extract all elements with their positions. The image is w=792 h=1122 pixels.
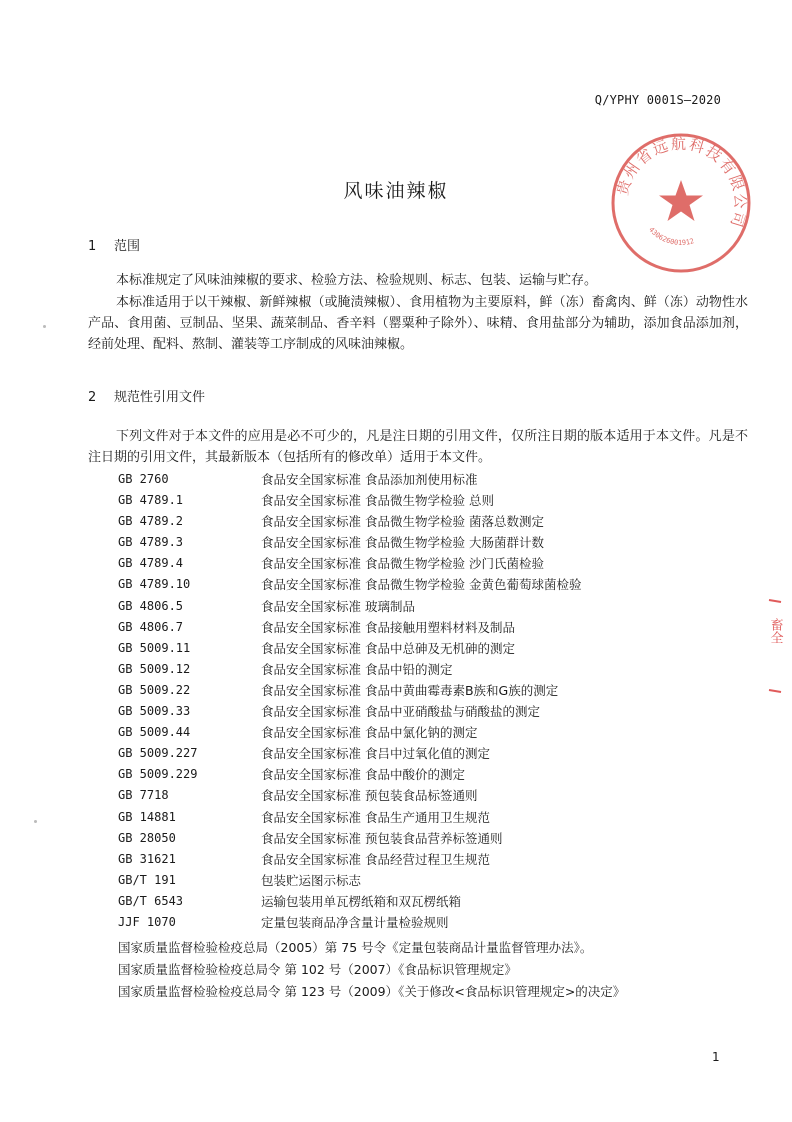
regulation-list: [118, 937, 625, 1003]
seal-serial: 430626001912: [647, 225, 696, 248]
reference-title: 食品安全国家标准 食品接触用塑料材料及制品: [261, 619, 515, 635]
seal-text: 贵州省远航科技有限公司: [613, 134, 750, 232]
reference-row: [118, 849, 758, 870]
reference-code: GB 7718: [118, 788, 169, 803]
reference-row: [118, 764, 758, 785]
reference-code: GB 14881: [118, 809, 176, 824]
reference-row: [118, 596, 758, 617]
reference-title: 食品安全国家标准 食品微生物学检验 总则: [261, 493, 494, 509]
reference-row: [118, 490, 758, 511]
reference-row: [118, 743, 758, 764]
reference-code: GB 5009.229: [118, 767, 198, 782]
company-seal: [606, 128, 756, 278]
scan-speck: [43, 325, 46, 328]
reference-code: GB 5009.33: [118, 704, 191, 719]
reference-row: [118, 680, 758, 701]
reference-row: [118, 701, 758, 722]
reference-row: [118, 553, 758, 574]
reference-row: [118, 807, 758, 828]
scope-paragraph-1: 本标准规定了风味油辣椒的要求、检验方法、检验规则、标志、包装、运输与贮存。: [116, 273, 598, 288]
reference-row: [118, 511, 758, 532]
scan-speck: [34, 820, 37, 823]
reference-code: GB 4789.4: [118, 556, 184, 571]
reference-code: GB/T 191: [118, 872, 176, 887]
reference-code: GB 5009.44: [118, 725, 191, 740]
reference-title: 食品安全国家标准 食品添加剂使用标准: [261, 472, 478, 487]
section-2-number: 2: [88, 390, 97, 405]
reference-code: GB/T 6543: [118, 893, 184, 908]
reference-code: JJF 1070: [118, 914, 176, 929]
document-code: Q/YPHY 0001S—2020: [594, 93, 721, 107]
reference-code: GB 4789.2: [118, 514, 184, 529]
reference-title: 食品安全国家标准 食品中酸价的测定: [261, 767, 465, 783]
reference-code: GB 4806.7: [118, 619, 184, 634]
reference-code: GB 5009.12: [118, 661, 191, 676]
reference-title: 食品安全国家标准 预包装食品营养标签通则: [261, 830, 503, 846]
references-intro: 下列文件对于本文件的应用是必不可少的，凡是注日期的引用文件，仅所注日期的版本适用于本文件。凡是不注日期的引用文件，其最新版本（包括所有的修改单）适用于本文件。: [88, 429, 748, 465]
reference-row: [118, 574, 758, 595]
document-title: 风味油辣椒: [343, 180, 449, 202]
reference-title: 食品安全国家标准 食品经营过程卫生规范: [261, 851, 490, 867]
side-stamp-mark: [765, 596, 785, 696]
reference-title: 食品安全国家标准 食品微生物学检验 金黄色葡萄球菌检验: [261, 577, 582, 593]
reference-title: 运输包装用单瓦楞纸箱和双瓦楞纸箱: [261, 893, 462, 909]
reference-title: 食品安全国家标准 食品生产通用卫生规范: [261, 809, 490, 825]
regulation-item: 国家质量监督检验检疫总局令 第 123 号（2009）《关于修改<食品标识管理规定>的决定》: [118, 984, 626, 999]
svg-text:430626001912: [647, 226, 695, 247]
reference-title: 食品安全国家标准 玻璃制品: [261, 598, 415, 614]
reference-code: GB 4789.3: [118, 535, 184, 550]
reference-row: [118, 617, 758, 638]
reference-code: GB 31621: [118, 851, 176, 866]
reference-title: 食品安全国家标准 食品微生物学检验 大肠菌群计数: [261, 535, 544, 551]
side-stamp-text: 畜全: [767, 618, 783, 644]
page-number: 1: [712, 1050, 720, 1064]
reference-code: GB 28050: [118, 830, 176, 845]
reference-row: [118, 469, 758, 490]
reference-row: [118, 891, 758, 912]
reference-title: 食品安全国家标准 食品中黄曲霉毒素B族和G族的测定: [261, 682, 559, 698]
reference-title: 食品安全国家标准 食品中亚硝酸盐与硝酸盐的测定: [261, 704, 540, 720]
reference-list: [118, 469, 758, 933]
section-1-number: 1: [88, 239, 97, 254]
reference-title: 食品安全国家标准 食品微生物学检验 沙门氏菌检验: [261, 556, 544, 572]
section-1-heading: [88, 235, 140, 254]
reference-title: 食品安全国家标准 食品中铅的测定: [261, 661, 453, 677]
reference-code: GB 4806.5: [118, 598, 184, 613]
scope-paragraph-2: 本标准适用于以干辣椒、新鲜辣椒（或腌渍辣椒）、食用植物为主要原料，鲜（冻）畜禽肉、鲜（冻）动物性水产品、食用菌、豆制品、坚果、蔬菜制品、香辛料（罂粟种子除外）、味精、食用盐部分为辅助，添加食品添加剂，经前处理、配料、熬制、灌装等工序制成的风味油辣椒。: [88, 295, 748, 352]
reference-row: [118, 785, 758, 806]
reference-code: GB 4789.1: [118, 493, 184, 508]
regulation-item: 国家质量监督检验检疫总局令 第 102 号（2007）《食品标识管理规定》: [118, 962, 517, 977]
reference-row: [118, 532, 758, 553]
reference-title: 食品安全国家标准 食吕中过氧化值的测定: [261, 746, 490, 762]
reference-row: [118, 912, 758, 933]
reference-code: GB 4789.10: [118, 577, 191, 592]
reference-title: 食品安全国家标准 预包装食品标签通则: [261, 788, 478, 804]
reference-code: GB 2760: [118, 472, 169, 486]
reference-row: [118, 659, 758, 680]
reference-title: 食品安全国家标准 食品微生物学检验 菌落总数测定: [261, 514, 544, 530]
reference-title: 包装贮运图示标志: [261, 872, 362, 888]
regulation-item: 国家质量监督检验检疫总局（2005）第 75 号令《定量包装商品计量监督管理办法》。: [118, 940, 593, 955]
reference-title: 食品安全国家标准 食品中氯化钠的测定: [261, 725, 478, 741]
section-2-title: 规范性引用文件: [114, 390, 206, 405]
reference-title: 食品安全国家标准 食品中总砷及无机砷的测定: [261, 640, 515, 656]
reference-row: [118, 722, 758, 743]
section-1-title: 范围: [114, 239, 141, 254]
reference-code: GB 5009.11: [118, 640, 191, 655]
reference-code: GB 5009.227: [118, 746, 198, 761]
reference-code: GB 5009.22: [118, 682, 191, 697]
reference-title: 定量包装商品净含量计量检验规则: [261, 914, 449, 930]
section-2-heading: [88, 386, 205, 405]
reference-row: [118, 870, 758, 891]
reference-row: [118, 638, 758, 659]
reference-row: [118, 828, 758, 849]
